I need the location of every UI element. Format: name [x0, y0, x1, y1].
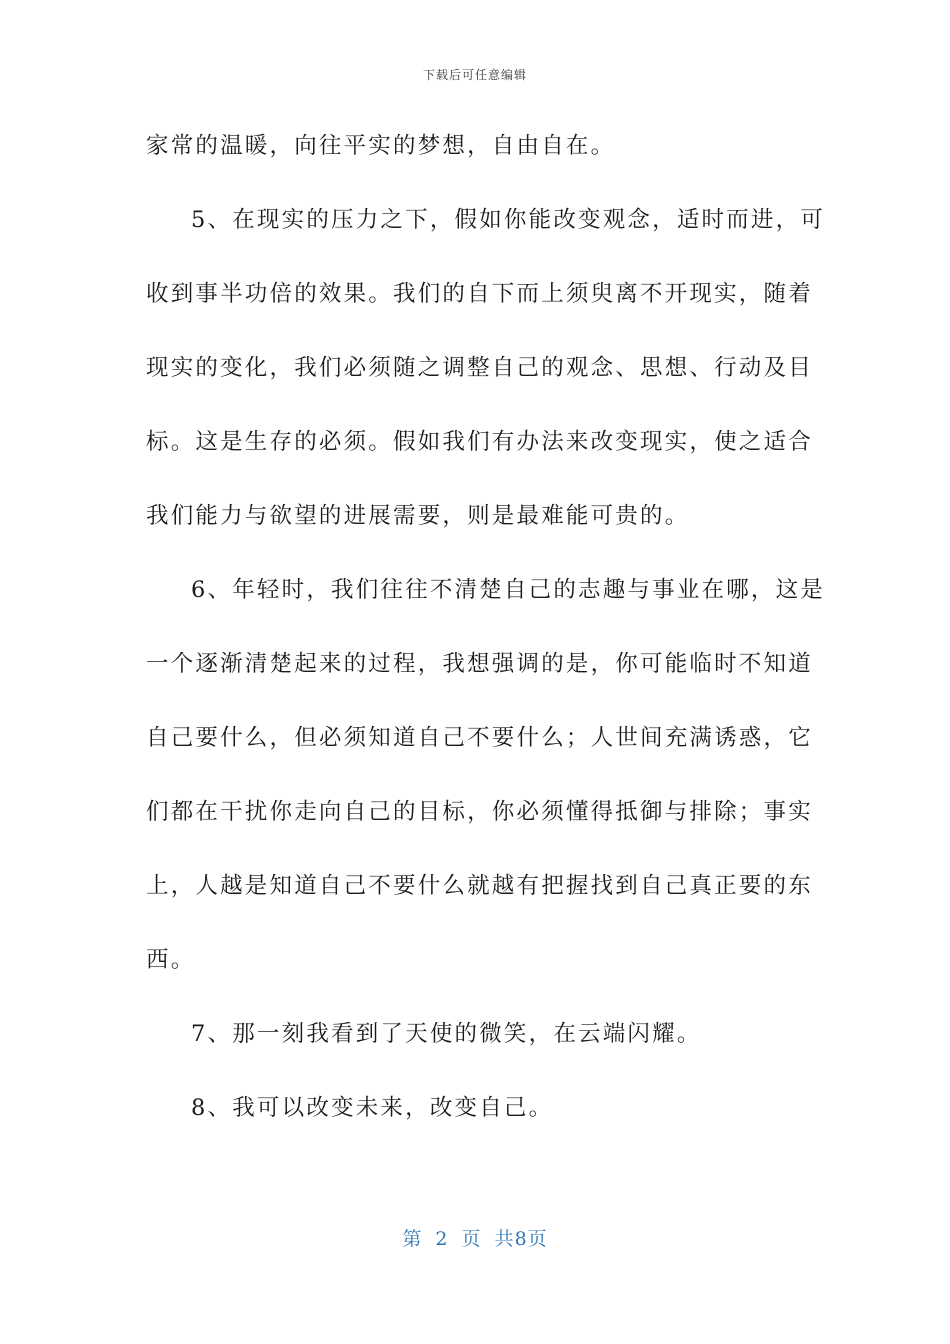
footer-page-number: 2 — [435, 1228, 449, 1250]
text-line: 家常的温暖，向往平实的梦想，自由自在。 — [146, 133, 616, 159]
text-line: 7、那一刻我看到了天使的微笑，在云端闪耀。 — [191, 1021, 702, 1047]
text-line: 6、年轻时，我们往往不清楚自己的志趣与事业在哪，这是 — [191, 577, 826, 603]
text-line: 一个逐渐清楚起来的过程，我想强调的是，你可能临时不知道 — [146, 651, 813, 677]
page-footer — [0, 1224, 950, 1251]
text-line: 上，人越是知道自己不要什么就越有把握找到自己真正要的东 — [146, 873, 813, 899]
text-line: 们都在干扰你走向自己的目标，你必须懂得抵御与排除；事实 — [146, 799, 813, 825]
document-body — [146, 124, 826, 1160]
text-line: 西。 — [146, 947, 196, 973]
footer-prefix: 第 — [402, 1228, 423, 1250]
text-line: 现实的变化，我们必须随之调整自己的观念、思想、行动及目 — [146, 355, 813, 381]
text-line: 标。这是生存的必须。假如我们有办法来改变现实，使之适合 — [146, 429, 813, 455]
footer-total-pages: 8 — [514, 1228, 528, 1250]
text-line: 收到事半功倍的效果。我们的自下而上须臾离不开现实，随着 — [146, 281, 813, 307]
text-line: 我们能力与欲望的进展需要，则是最难能可贵的。 — [146, 503, 690, 529]
text-line: 8、我可以改变未来，改变自己。 — [191, 1095, 554, 1121]
text-line: 自己要什么，但必须知道自己不要什么；人世间充满诱惑，它 — [146, 725, 813, 751]
footer-middle: 页 共 — [461, 1228, 515, 1250]
page-header: 下载后可任意编辑 — [422, 68, 527, 82]
text-line: 5、在现实的压力之下，假如你能改变观念，适时而进，可 — [191, 207, 826, 233]
footer-suffix: 页 — [527, 1228, 548, 1250]
